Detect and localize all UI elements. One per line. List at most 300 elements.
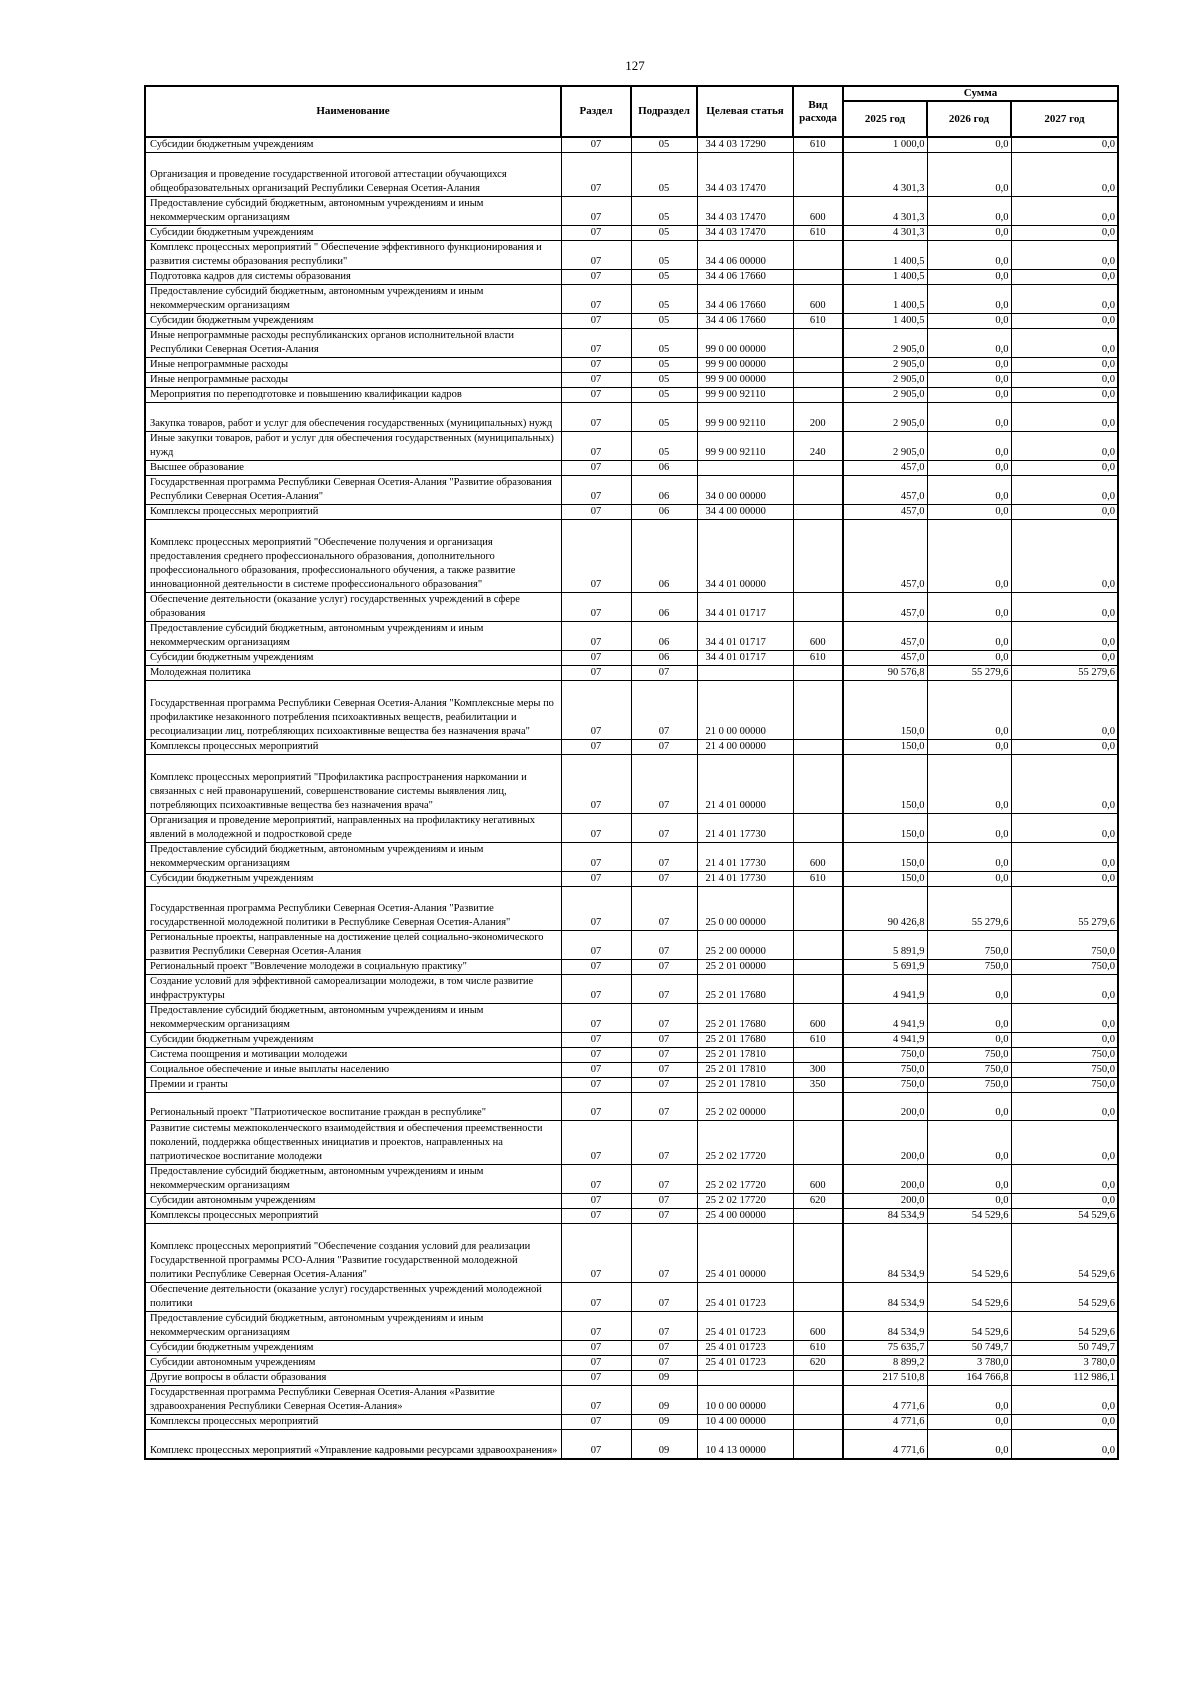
cell-expense-type [793,1048,843,1063]
cell-expense-type: 600 [793,285,843,314]
cell-2025: 457,0 [843,461,927,476]
cell-2026: 54 529,6 [927,1209,1011,1224]
header-2027: 2027 год [1011,101,1118,137]
table-row [145,403,1118,432]
cell-subsection: 07 [631,960,697,975]
cell-subsection: 05 [631,403,697,432]
cell-2025: 90 576,8 [843,666,927,681]
cell-section: 07 [561,1078,631,1093]
cell-expense-type: 610 [793,651,843,666]
cell-2026: 0,0 [927,1415,1011,1430]
cell-target: 21 4 01 17730 [697,843,793,872]
cell-section: 07 [561,666,631,681]
page-number: 127 [625,58,645,73]
cell-target: 34 0 00 00000 [697,476,793,505]
cell-section: 07 [561,740,631,755]
cell-section: 07 [561,373,631,388]
cell-subsection: 07 [631,1048,697,1063]
cell-expense-type: 240 [793,432,843,461]
cell-subsection: 07 [631,666,697,681]
cell-subsection: 05 [631,285,697,314]
cell-name: Субсидии автономным учреждениям [145,1194,561,1209]
cell-2025: 150,0 [843,755,927,814]
cell-2025: 4 771,6 [843,1430,927,1459]
cell-target: 25 2 02 00000 [697,1093,793,1121]
cell-2027: 0,0 [1011,461,1118,476]
cell-subsection: 05 [631,358,697,373]
cell-section: 07 [561,153,631,197]
cell-2026: 0,0 [927,461,1011,476]
table-row [145,740,1118,755]
cell-section: 07 [561,681,631,740]
cell-expense-type [793,520,843,593]
cell-expense-type [793,887,843,931]
cell-expense-type [793,1415,843,1430]
cell-2027: 0,0 [1011,1386,1118,1415]
cell-section: 07 [561,520,631,593]
cell-name: Региональные проекты, направленные на достижение целей социально-экономического развития Республики Северная Осетия-Алания [145,931,561,960]
cell-section: 07 [561,505,631,520]
cell-subsection: 07 [631,1312,697,1341]
table-row [145,137,1118,153]
cell-2026: 54 529,6 [927,1283,1011,1312]
cell-2027: 55 279,6 [1011,666,1118,681]
cell-2026: 0,0 [927,1033,1011,1048]
cell-subsection: 07 [631,975,697,1004]
cell-section: 07 [561,1194,631,1209]
cell-expense-type: 610 [793,1341,843,1356]
cell-2025: 457,0 [843,505,927,520]
cell-2025: 200,0 [843,1121,927,1165]
cell-subsection: 07 [631,1093,697,1121]
cell-expense-type: 600 [793,1165,843,1194]
cell-2026: 0,0 [927,329,1011,358]
table-row [145,1033,1118,1048]
cell-2025: 5 891,9 [843,931,927,960]
cell-2027: 0,0 [1011,137,1118,153]
cell-2026: 0,0 [927,520,1011,593]
cell-target: 34 4 01 01717 [697,651,793,666]
header-2026: 2026 год [927,101,1011,137]
cell-target: 25 4 00 00000 [697,1209,793,1224]
cell-expense-type: 600 [793,1004,843,1033]
cell-expense-type [793,814,843,843]
cell-expense-type [793,329,843,358]
cell-2027: 0,0 [1011,388,1118,403]
table-row [145,651,1118,666]
cell-target [697,1371,793,1386]
cell-target: 34 4 06 00000 [697,241,793,270]
cell-name: Субсидии бюджетным учреждениям [145,226,561,241]
table-row [145,666,1118,681]
cell-subsection: 07 [631,872,697,887]
table-row [145,388,1118,403]
cell-expense-type [793,755,843,814]
cell-name: Предоставление субсидий бюджетным, автономным учреждениям и иным некоммерческим организациям [145,285,561,314]
cell-subsection: 06 [631,622,697,651]
cell-section: 07 [561,226,631,241]
cell-target: 25 2 02 17720 [697,1165,793,1194]
cell-target: 10 0 00 00000 [697,1386,793,1415]
table-row [145,226,1118,241]
cell-name: Иные непрограммные расходы республиканских органов исполнительной власти Республики Северная Осетия-Алания [145,329,561,358]
table-row [145,270,1118,285]
table-row [145,843,1118,872]
cell-subsection: 05 [631,241,697,270]
cell-2027: 0,0 [1011,1194,1118,1209]
cell-2025: 4 771,6 [843,1415,927,1430]
cell-target: 25 2 01 17680 [697,975,793,1004]
header-section: Раздел [561,86,631,137]
cell-target: 25 2 01 17680 [697,1033,793,1048]
cell-2027: 0,0 [1011,373,1118,388]
cell-subsection: 07 [631,1078,697,1093]
cell-2026: 0,0 [927,373,1011,388]
cell-name: Комплекс процессных мероприятий "Обеспечение получения и организация предоставления среднего профессионального образования, дополнительного профессионального образования, профессионального обучения, а также развитие инновационной деятельности в системе профессионального образования" [145,520,561,593]
table-row [145,314,1118,329]
cell-expense-type: 600 [793,1312,843,1341]
cell-2027: 0,0 [1011,358,1118,373]
cell-subsection: 07 [631,1224,697,1283]
cell-section: 07 [561,1121,631,1165]
cell-2026: 750,0 [927,1078,1011,1093]
cell-2025: 84 534,9 [843,1224,927,1283]
cell-expense-type: 200 [793,403,843,432]
cell-name: Организация и проведение государственной итоговой аттестации обучающихся общеобразовательных организаций Республики Северная Осетия-Алания [145,153,561,197]
cell-target: 21 0 00 00000 [697,681,793,740]
cell-subsection: 07 [631,1063,697,1078]
cell-2026: 0,0 [927,314,1011,329]
cell-expense-type [793,476,843,505]
cell-section: 07 [561,960,631,975]
cell-2025: 4 771,6 [843,1386,927,1415]
cell-expense-type: 610 [793,226,843,241]
cell-target: 34 4 06 17660 [697,285,793,314]
cell-2026: 0,0 [927,651,1011,666]
cell-2025: 457,0 [843,622,927,651]
cell-subsection: 09 [631,1386,697,1415]
cell-target: 99 9 00 92110 [697,432,793,461]
cell-2026: 0,0 [927,358,1011,373]
table-row [145,681,1118,740]
table-row [145,960,1118,975]
cell-name: Другие вопросы в области образования [145,1371,561,1386]
cell-2025: 84 534,9 [843,1209,927,1224]
cell-expense-type: 620 [793,1194,843,1209]
header-expense-type: Вид расхода [793,86,843,137]
cell-name: Субсидии автономным учреждениям [145,1356,561,1371]
cell-2027: 3 780,0 [1011,1356,1118,1371]
cell-name: Комплекс процессных мероприятий «Управление кадровыми ресурсами здравоохранения» [145,1430,561,1459]
cell-2026: 750,0 [927,960,1011,975]
cell-2025: 8 899,2 [843,1356,927,1371]
cell-subsection: 06 [631,520,697,593]
cell-subsection: 06 [631,461,697,476]
table-row [145,1283,1118,1312]
cell-2026: 0,0 [927,505,1011,520]
cell-expense-type [793,1386,843,1415]
cell-section: 07 [561,1371,631,1386]
cell-name: Комплексы процессных мероприятий [145,1209,561,1224]
cell-target: 25 2 01 17810 [697,1048,793,1063]
cell-subsection: 07 [631,1356,697,1371]
cell-2027: 750,0 [1011,960,1118,975]
cell-expense-type [793,270,843,285]
cell-2025: 2 905,0 [843,432,927,461]
cell-2027: 0,0 [1011,1415,1118,1430]
cell-2025: 217 510,8 [843,1371,927,1386]
cell-section: 07 [561,329,631,358]
cell-expense-type [793,1209,843,1224]
cell-2027: 750,0 [1011,1078,1118,1093]
cell-2027: 54 529,6 [1011,1283,1118,1312]
cell-name: Предоставление субсидий бюджетным, автономным учреждениям и иным некоммерческим организациям [145,1312,561,1341]
cell-2026: 0,0 [927,403,1011,432]
cell-2027: 0,0 [1011,241,1118,270]
table-row [145,461,1118,476]
cell-target: 25 0 00 00000 [697,887,793,931]
cell-2027: 112 986,1 [1011,1371,1118,1386]
cell-subsection: 09 [631,1371,697,1386]
cell-expense-type [793,740,843,755]
cell-expense-type [793,505,843,520]
header-sum: Сумма [843,86,1118,101]
cell-2025: 1 400,5 [843,314,927,329]
cell-2025: 457,0 [843,476,927,505]
cell-name: Субсидии бюджетным учреждениям [145,137,561,153]
cell-subsection: 07 [631,1033,697,1048]
cell-expense-type: 610 [793,137,843,153]
table-row [145,887,1118,931]
cell-2025: 200,0 [843,1165,927,1194]
cell-name: Подготовка кадров для системы образования [145,270,561,285]
table-row [145,1341,1118,1356]
cell-target [697,666,793,681]
cell-name: Обеспечение деятельности (оказание услуг) государственных учреждений молодежной политики [145,1283,561,1312]
cell-target: 34 4 01 01717 [697,593,793,622]
cell-subsection: 05 [631,432,697,461]
cell-2025: 2 905,0 [843,388,927,403]
cell-section: 07 [561,1209,631,1224]
cell-2025: 150,0 [843,740,927,755]
table-row [145,1312,1118,1341]
cell-2027: 0,0 [1011,814,1118,843]
cell-target: 21 4 01 00000 [697,755,793,814]
cell-expense-type [793,388,843,403]
table-row [145,153,1118,197]
cell-2025: 457,0 [843,520,927,593]
cell-section: 07 [561,388,631,403]
cell-2025: 75 635,7 [843,1341,927,1356]
cell-2026: 0,0 [927,1121,1011,1165]
cell-section: 07 [561,403,631,432]
cell-2026: 0,0 [927,153,1011,197]
header-2025: 2025 год [843,101,927,137]
table-row [145,1078,1118,1093]
cell-2026: 0,0 [927,1386,1011,1415]
cell-expense-type: 610 [793,1033,843,1048]
cell-2026: 0,0 [927,1165,1011,1194]
cell-subsection: 05 [631,373,697,388]
cell-target: 25 4 01 01723 [697,1283,793,1312]
cell-name: Комплексы процессных мероприятий [145,740,561,755]
cell-2027: 0,0 [1011,1093,1118,1121]
cell-target: 99 9 00 92110 [697,403,793,432]
cell-subsection: 07 [631,681,697,740]
cell-2026: 0,0 [927,285,1011,314]
cell-name: Мероприятия по переподготовке и повышению квалификации кадров [145,388,561,403]
cell-subsection: 06 [631,593,697,622]
table-row [145,197,1118,226]
cell-expense-type [793,1371,843,1386]
cell-section: 07 [561,651,631,666]
cell-target: 99 9 00 92110 [697,388,793,403]
cell-expense-type [793,373,843,388]
cell-2025: 150,0 [843,843,927,872]
cell-section: 07 [561,1093,631,1121]
cell-2027: 0,0 [1011,153,1118,197]
cell-2027: 54 529,6 [1011,1209,1118,1224]
cell-2025: 4 941,9 [843,1033,927,1048]
cell-section: 07 [561,1165,631,1194]
cell-subsection: 06 [631,476,697,505]
cell-2027: 750,0 [1011,1063,1118,1078]
cell-2025: 457,0 [843,593,927,622]
cell-2027: 0,0 [1011,197,1118,226]
cell-name: Предоставление субсидий бюджетным, автономным учреждениям и иным некоммерческим организациям [145,622,561,651]
cell-2027: 0,0 [1011,843,1118,872]
cell-subsection: 05 [631,329,697,358]
cell-subsection: 07 [631,1165,697,1194]
cell-name: Иные непрограммные расходы [145,358,561,373]
cell-target: 25 2 02 17720 [697,1121,793,1165]
cell-section: 07 [561,975,631,1004]
cell-2026: 0,0 [927,1430,1011,1459]
cell-section: 07 [561,285,631,314]
cell-expense-type [793,681,843,740]
cell-2026: 0,0 [927,755,1011,814]
cell-target [697,461,793,476]
cell-expense-type: 620 [793,1356,843,1371]
cell-name: Комплексы процессных мероприятий [145,1415,561,1430]
cell-name: Предоставление субсидий бюджетным, автономным учреждениям и иным некоммерческим организациям [145,197,561,226]
cell-2027: 0,0 [1011,872,1118,887]
header-subsection: Подраздел [631,86,697,137]
cell-2025: 90 426,8 [843,887,927,931]
cell-section: 07 [561,1341,631,1356]
cell-2026: 0,0 [927,197,1011,226]
cell-2026: 3 780,0 [927,1356,1011,1371]
cell-2027: 0,0 [1011,1004,1118,1033]
cell-2026: 0,0 [927,740,1011,755]
table-row [145,872,1118,887]
cell-target: 25 2 01 00000 [697,960,793,975]
cell-subsection: 07 [631,887,697,931]
cell-2027: 0,0 [1011,432,1118,461]
cell-2026: 0,0 [927,1093,1011,1121]
cell-2025: 2 905,0 [843,373,927,388]
cell-name: Субсидии бюджетным учреждениям [145,651,561,666]
table-row [145,1386,1118,1415]
cell-section: 07 [561,1415,631,1430]
table-header [145,86,1118,137]
budget-table [144,85,1119,1460]
cell-section: 07 [561,1386,631,1415]
cell-2025: 1 000,0 [843,137,927,153]
cell-expense-type [793,1224,843,1283]
table-row [145,1063,1118,1078]
cell-section: 07 [561,1312,631,1341]
cell-expense-type: 300 [793,1063,843,1078]
cell-name: Государственная программа Республики Северная Осетия-Алания "Развитие образования Республики Северная Осетия-Алания" [145,476,561,505]
cell-section: 07 [561,1063,631,1078]
cell-subsection: 07 [631,814,697,843]
cell-2026: 54 529,6 [927,1224,1011,1283]
cell-2027: 0,0 [1011,1121,1118,1165]
cell-section: 07 [561,358,631,373]
cell-subsection: 07 [631,740,697,755]
cell-section: 07 [561,314,631,329]
cell-2027: 0,0 [1011,314,1118,329]
cell-target: 34 4 01 00000 [697,520,793,593]
cell-section: 07 [561,1048,631,1063]
cell-expense-type [793,1283,843,1312]
cell-target: 25 4 01 00000 [697,1224,793,1283]
cell-section: 07 [561,1430,631,1459]
cell-2025: 200,0 [843,1194,927,1209]
cell-target: 10 4 13 00000 [697,1430,793,1459]
table-row [145,1415,1118,1430]
cell-target: 21 4 01 17730 [697,872,793,887]
cell-subsection: 06 [631,651,697,666]
cell-subsection: 07 [631,1283,697,1312]
cell-2027: 0,0 [1011,755,1118,814]
cell-target: 25 4 01 01723 [697,1356,793,1371]
cell-section: 07 [561,270,631,285]
cell-2025: 2 905,0 [843,403,927,432]
cell-name: Региональный проект "Вовлечение молодежи в социальную практику" [145,960,561,975]
cell-subsection: 07 [631,1121,697,1165]
cell-section: 07 [561,814,631,843]
cell-name: Субсидии бюджетным учреждениям [145,1033,561,1048]
cell-2027: 0,0 [1011,226,1118,241]
cell-2025: 84 534,9 [843,1283,927,1312]
cell-name: Государственная программа Республики Северная Осетия-Алания "Комплексные меры по профилактике незаконного потребления психоактивных веществ, реабилитации и ресоциализации лиц, потребляющих психоактивные вещества без назначения врача" [145,681,561,740]
cell-2026: 0,0 [927,975,1011,1004]
cell-section: 07 [561,1224,631,1283]
cell-2025: 750,0 [843,1063,927,1078]
cell-target: 99 0 00 00000 [697,329,793,358]
cell-2026: 750,0 [927,1048,1011,1063]
cell-2027: 0,0 [1011,403,1118,432]
cell-2026: 0,0 [927,681,1011,740]
cell-name: Комплекс процессных мероприятий "Обеспечение создания условий для реализации Государственной программы РСО-Алния "Развитие государственной молодежной политики Республике Северная Осетия-Алания" [145,1224,561,1283]
cell-2026: 0,0 [927,1194,1011,1209]
cell-2026: 0,0 [927,622,1011,651]
cell-2025: 750,0 [843,1078,927,1093]
cell-name: Субсидии бюджетным учреждениям [145,314,561,329]
cell-target: 25 4 01 01723 [697,1312,793,1341]
cell-2025: 4 301,3 [843,197,927,226]
cell-subsection: 07 [631,1004,697,1033]
cell-section: 07 [561,137,631,153]
cell-section: 07 [561,476,631,505]
cell-name: Предоставление субсидий бюджетным, автономным учреждениям и иным некоммерческим организациям [145,843,561,872]
cell-section: 07 [561,1283,631,1312]
cell-target: 34 4 03 17470 [697,226,793,241]
cell-2025: 5 691,9 [843,960,927,975]
cell-subsection: 05 [631,137,697,153]
